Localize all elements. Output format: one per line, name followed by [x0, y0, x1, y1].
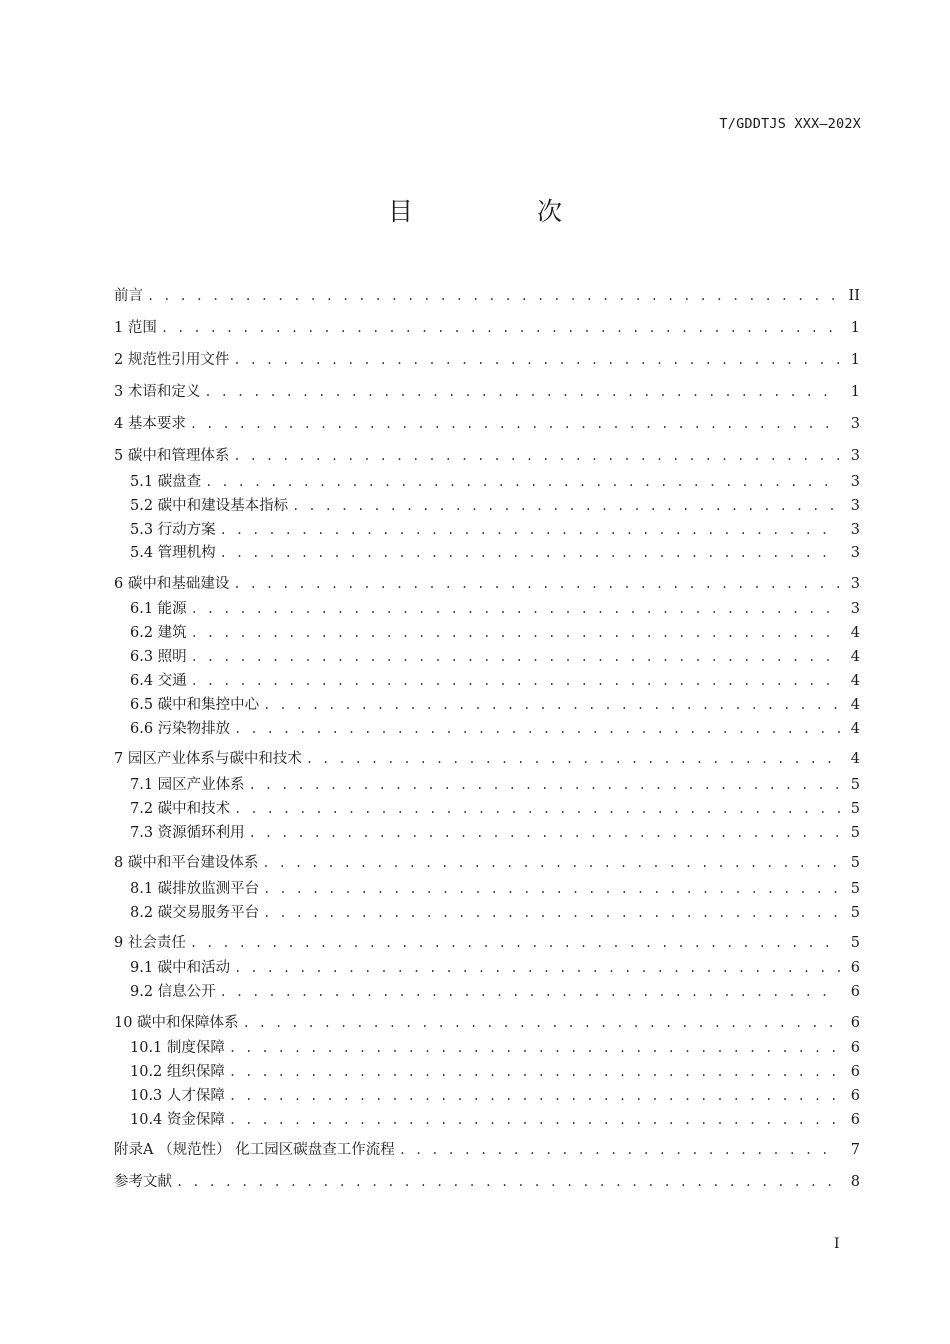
toc-entry-label: 5.2 碳中和建设基本指标	[130, 498, 289, 514]
toc-subentry[interactable]	[130, 879, 860, 899]
toc-entry-page: II	[848, 288, 860, 304]
toc-entry-page: 4	[850, 697, 860, 713]
toc-entry-page: 5	[850, 935, 860, 951]
dot-leader	[263, 903, 840, 923]
toc-entry[interactable]	[114, 1013, 860, 1033]
dot-leader	[176, 1172, 840, 1192]
toc-entry-page: 6	[850, 1088, 860, 1104]
toc-entry-page: 3	[850, 474, 860, 490]
toc-subentry[interactable]	[130, 623, 860, 643]
toc-entry-label: 5.3 行动方案	[130, 522, 216, 538]
dot-leader	[243, 1013, 840, 1033]
toc-entry[interactable]	[114, 414, 860, 434]
dot-leader	[191, 671, 840, 691]
toc-subentry[interactable]	[130, 543, 860, 563]
toc-subentry[interactable]	[130, 496, 860, 516]
dot-leader	[229, 1038, 840, 1058]
dot-leader	[220, 982, 840, 1002]
dot-leader	[292, 496, 840, 516]
toc-entry-page: 6	[850, 960, 860, 976]
dot-leader	[399, 1140, 840, 1160]
toc-entry-page: 5	[850, 825, 860, 841]
toc-entry-label: 6.4 交通	[130, 673, 187, 689]
toc-entry-page: 1	[850, 320, 860, 336]
toc-subentry[interactable]	[130, 599, 860, 619]
toc-entry[interactable]	[114, 1172, 860, 1192]
dot-leader	[229, 1086, 840, 1106]
dot-leader	[161, 318, 840, 338]
toc-subentry[interactable]	[130, 671, 860, 691]
dot-leader	[147, 286, 840, 306]
toc-entry-label: 10.2 组织保障	[130, 1064, 225, 1080]
toc-entry-label: 7.1 园区产业体系	[130, 777, 245, 793]
toc-entry-page: 3	[850, 498, 860, 514]
toc-subentry[interactable]	[130, 958, 860, 978]
toc-entry-label: 10.3 人才保障	[130, 1088, 225, 1104]
toc-entry-page: 8	[850, 1174, 860, 1190]
dot-leader	[263, 879, 840, 899]
toc-entry-label: 10 碳中和保障体系	[114, 1015, 239, 1031]
dot-leader	[234, 799, 840, 819]
toc-entry-page: 4	[850, 649, 860, 665]
dot-leader	[234, 958, 840, 978]
document-code: T/GDDTJS XXX—202X	[719, 116, 861, 132]
toc-entry-page: 6	[850, 984, 860, 1000]
dot-leader	[220, 543, 840, 563]
toc-entry-page: 5	[850, 881, 860, 897]
dot-leader	[229, 1062, 840, 1082]
toc-entry-page: 4	[850, 721, 860, 737]
toc-entry-page: 4	[850, 751, 860, 767]
toc-subentry[interactable]	[130, 799, 860, 819]
page-title: 目 次	[388, 197, 620, 226]
toc-entry-label: 5.4 管理机构	[130, 545, 216, 561]
toc-entry-page: 5	[850, 855, 860, 871]
dot-leader	[249, 823, 840, 843]
toc-subentry[interactable]	[130, 1110, 860, 1130]
toc-subentry[interactable]	[130, 719, 860, 739]
toc-entry[interactable]	[114, 933, 860, 953]
dot-leader	[191, 647, 840, 667]
page-number: I	[834, 1236, 840, 1252]
dot-leader	[205, 472, 840, 492]
toc-entry-page: 7	[850, 1142, 860, 1158]
toc-entry[interactable]	[114, 286, 860, 306]
toc-subentry[interactable]	[130, 1062, 860, 1082]
toc-entry-label: 2 规范性引用文件	[114, 352, 230, 368]
toc-subentry[interactable]	[130, 647, 860, 667]
toc-entry-page: 6	[850, 1040, 860, 1056]
toc-entry-label: 6.1 能源	[130, 601, 187, 617]
toc-entry-label: 9.2 信息公开	[130, 984, 216, 1000]
toc-entry-page: 1	[850, 352, 860, 368]
toc-entry-label: 3 术语和定义	[114, 384, 201, 400]
toc-subentry[interactable]	[130, 1038, 860, 1058]
toc-entry-page: 5	[850, 801, 860, 817]
toc-entry[interactable]	[114, 446, 860, 466]
dot-leader	[220, 520, 840, 540]
toc-subentry[interactable]	[130, 520, 860, 540]
dot-leader	[233, 350, 840, 370]
toc-entry[interactable]	[114, 350, 860, 370]
dot-leader	[204, 382, 840, 402]
dot-leader	[249, 775, 840, 795]
toc-entry[interactable]	[114, 382, 860, 402]
toc-subentry[interactable]	[130, 775, 860, 795]
toc-entry[interactable]	[114, 749, 860, 769]
toc-entry-label: 6 碳中和基础建设	[114, 576, 230, 592]
dot-leader	[262, 853, 840, 873]
toc-entry-page: 3	[850, 545, 860, 561]
toc-entry-label: 6.3 照明	[130, 649, 187, 665]
toc-entry-label: 10.4 资金保障	[130, 1112, 225, 1128]
toc-entry-label: 前言	[114, 288, 143, 304]
toc-entry-page: 4	[850, 673, 860, 689]
toc-subentry[interactable]	[130, 1086, 860, 1106]
dot-leader	[190, 414, 840, 434]
toc-entry-label: 7.2 碳中和技术	[130, 801, 231, 817]
toc-entry-label: 5.1 碳盘查	[130, 474, 202, 490]
toc-entry-page: 3	[850, 416, 860, 432]
dot-leader	[233, 574, 840, 594]
toc-entry-page: 6	[850, 1112, 860, 1128]
toc-subentry[interactable]	[130, 823, 860, 843]
toc-entry[interactable]	[114, 574, 860, 594]
toc-entry-page: 5	[850, 905, 860, 921]
toc-entry-label: 9.1 碳中和活动	[130, 960, 231, 976]
toc-entry-label: 7.3 资源循环利用	[130, 825, 245, 841]
table-of-contents	[114, 0, 860, 1344]
dot-leader	[191, 599, 840, 619]
dot-leader	[190, 933, 840, 953]
toc-entry-label: 6.2 建筑	[130, 625, 187, 641]
dot-leader	[234, 719, 840, 739]
toc-entry-page: 3	[850, 576, 860, 592]
toc-entry-label: 6.6 污染物排放	[130, 721, 231, 737]
toc-entry-label: 1 范围	[114, 320, 157, 336]
toc-entry-label: 8.2 碳交易服务平台	[130, 905, 260, 921]
toc-entry-label: 8 碳中和平台建设体系	[114, 855, 259, 871]
toc-entry-page: 6	[850, 1015, 860, 1031]
toc-subentry[interactable]	[130, 472, 860, 492]
toc-entry-page: 3	[850, 448, 860, 464]
toc-entry-label: 参考文献	[114, 1174, 172, 1190]
toc-subentry[interactable]	[130, 903, 860, 923]
toc-entry-label: 4 基本要求	[114, 416, 186, 432]
toc-entry-page: 3	[850, 601, 860, 617]
toc-entry-page: 3	[850, 522, 860, 538]
toc-entry-label: 5 碳中和管理体系	[114, 448, 230, 464]
toc-entry-label: 附录A （规范性） 化工园区碳盘查工作流程	[114, 1142, 395, 1158]
toc-subentry[interactable]	[130, 982, 860, 1002]
toc-entry-label: 9 社会责任	[114, 935, 186, 951]
dot-leader	[229, 1110, 840, 1130]
dot-leader	[191, 623, 840, 643]
toc-entry-label: 7 园区产业体系与碳中和技术	[114, 751, 302, 767]
toc-entry-label: 6.5 碳中和集控中心	[130, 697, 260, 713]
dot-leader	[263, 695, 840, 715]
toc-entry-label: 8.1 碳排放监测平台	[130, 881, 260, 897]
toc-entry-page: 4	[850, 625, 860, 641]
toc-entry-page: 5	[850, 777, 860, 793]
dot-leader	[233, 446, 840, 466]
toc-entry-page: 1	[850, 384, 860, 400]
dot-leader	[306, 749, 840, 769]
toc-entry[interactable]	[114, 853, 860, 873]
toc-entry-page: 6	[850, 1064, 860, 1080]
toc-subentry[interactable]	[130, 695, 860, 715]
toc-entry-label: 10.1 制度保障	[130, 1040, 225, 1056]
toc-entry[interactable]	[114, 1140, 860, 1160]
toc-entry[interactable]	[114, 318, 860, 338]
